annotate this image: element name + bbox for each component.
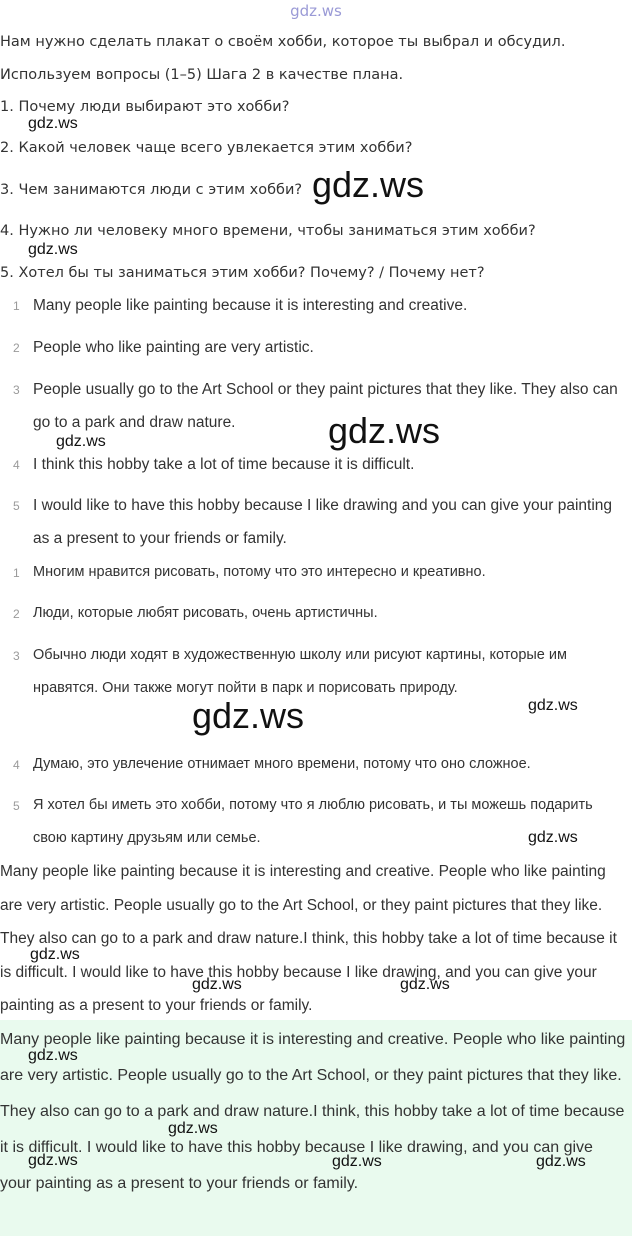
- list-number: 5: [13, 499, 20, 513]
- watermark: gdz.ws: [400, 976, 450, 993]
- watermark: gdz.ws: [192, 976, 242, 993]
- watermark: gdz.ws: [56, 433, 106, 450]
- list-number: 4: [13, 758, 20, 772]
- watermark: gdz.ws: [528, 829, 578, 846]
- watermark: gdz.ws: [528, 697, 578, 714]
- list-number: 2: [13, 607, 20, 621]
- list-number: 3: [13, 649, 20, 663]
- watermark: gdz.ws: [28, 1152, 78, 1169]
- watermark: gdz.ws: [28, 115, 78, 132]
- list-number: 4: [13, 458, 20, 472]
- list-number: 5: [13, 799, 20, 813]
- intro-line-2: Используем вопросы (1–5) Шага 2 в качестве плана.: [0, 67, 404, 83]
- list-number: 3: [13, 383, 20, 397]
- question-2: 2. Какой человек чаще всего увлекается этим хобби?: [0, 140, 413, 156]
- list-number: 2: [13, 341, 20, 355]
- watermark: gdz.ws: [328, 410, 441, 451]
- list-number: 1: [13, 299, 20, 313]
- top-watermark: gdz.ws: [290, 2, 342, 20]
- highlighted-block: [0, 1020, 632, 1236]
- intro-line-1: Нам нужно сделать плакат о своём хобби, которое ты выбрал и обсудил.: [0, 34, 566, 50]
- watermark: gdz.ws: [192, 695, 305, 736]
- summary-paragraph: Many people like painting because it is interesting and creative. People who like painting are very artistic. People usually go to the Art School, or they paint pictures that they like. They also can go to a park and draw nature.I think, this hobby take a lot of time because it is difficult. I would like to have this hobby because I like drawing, and you can give your painting as a present to your friends or family.: [0, 863, 617, 1014]
- answer-text: Думаю, это увлечение отнимает много времени, потому что оно сложное.: [33, 756, 531, 772]
- answer-text: Many people like painting because it is interesting and creative.: [33, 297, 468, 314]
- question-5: 5. Хотел бы ты заниматься этим хобби? Почему? / Почему нет?: [0, 265, 485, 281]
- answer-text: I think this hobby take a lot of time because it is difficult.: [33, 456, 415, 473]
- answer-text: People usually go to the Art School or they paint pictures that they like. They also can go to a park and draw nature.: [33, 381, 618, 431]
- answer-text: I would like to have this hobby because I like drawing and you can give your painting as a present to your friends or family.: [33, 497, 613, 547]
- question-1: 1. Почему люди выбирают это хобби?: [0, 99, 290, 115]
- highlighted-summary: Many people like painting because it is interesting and creative. People who like painting are very artistic. People usually go to the Art School, or they paint pictures that they like. They also can go to a park and draw nature.I think, this hobby take a lot of time because it is difficult. I would like to have this hobby because I like drawing, and you can give your painting as a present to your friends or family.: [0, 1031, 626, 1192]
- watermark: gdz.ws: [312, 164, 425, 205]
- question-4: 4. Нужно ли человеку много времени, чтобы заниматься этим хобби?: [0, 223, 536, 239]
- watermark: gdz.ws: [28, 241, 78, 258]
- answer-text: Обычно люди ходят в художественную школу или рисуют картины, которые им нравятся. Они также могут пойти в парк и порисовать природу.: [33, 647, 567, 696]
- watermark: gdz.ws: [332, 1153, 382, 1170]
- answer-text: Многим нравится рисовать, потому что это интересно и креативно.: [33, 564, 486, 580]
- watermark: gdz.ws: [168, 1120, 218, 1137]
- answer-text: People who like painting are very artistic.: [33, 339, 314, 356]
- watermark: gdz.ws: [536, 1153, 586, 1170]
- watermark: gdz.ws: [28, 1047, 78, 1064]
- list-number: 1: [13, 566, 20, 580]
- question-3: 3. Чем занимаются люди с этим хобби?: [0, 182, 303, 198]
- answer-text: Люди, которые любят рисовать, очень артистичны.: [33, 605, 378, 621]
- watermark: gdz.ws: [30, 946, 80, 963]
- answer-text: Я хотел бы иметь это хобби, потому что я люблю рисовать, и ты можешь подарить свою картину друзьям или семье.: [33, 797, 593, 846]
